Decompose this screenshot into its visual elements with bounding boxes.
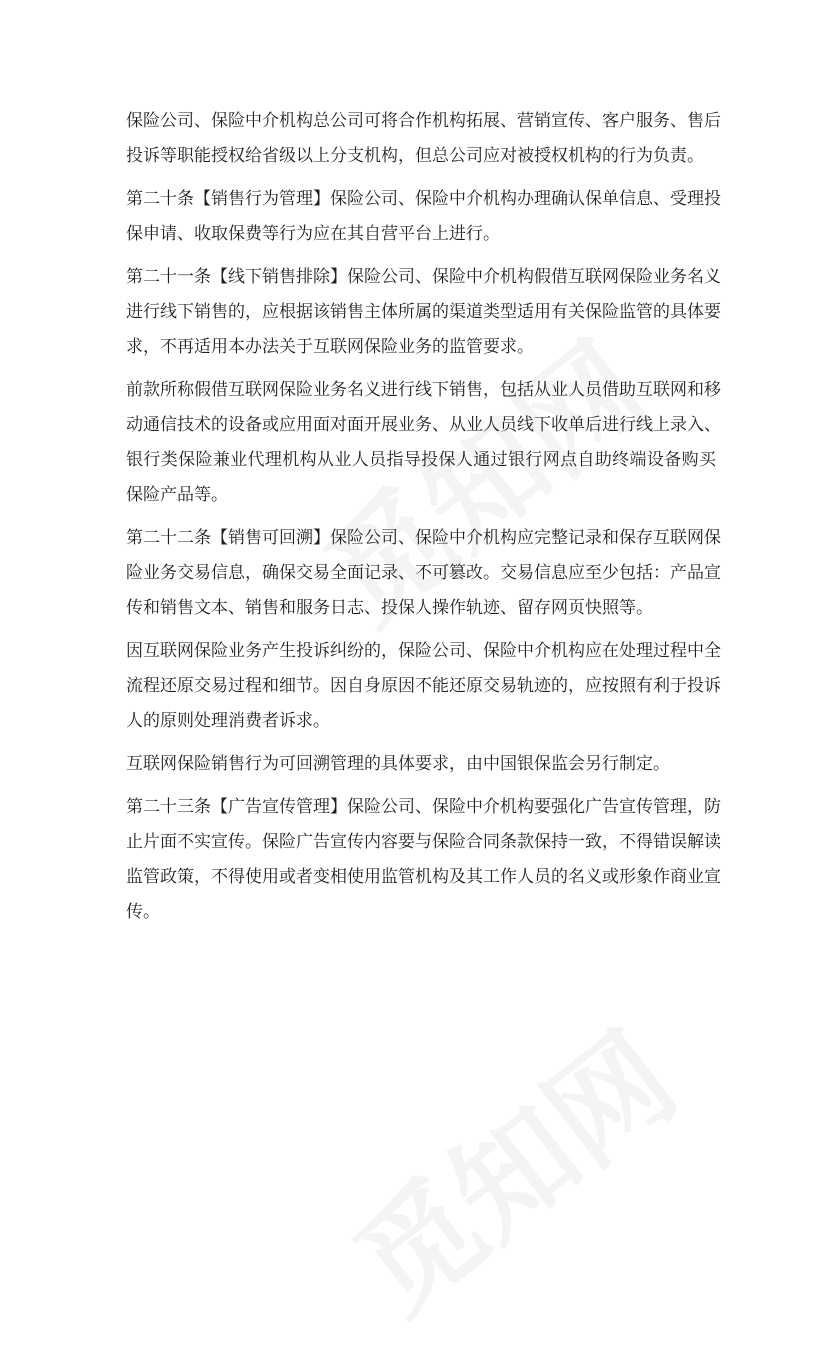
text-line: 求，不再适用本办法关于互联网保险业务的监管要求。 (126, 337, 534, 357)
text-line: 险业务交易信息，确保交易全面记录、不可篡改。交易信息应至少包括：产品宣 (126, 563, 721, 583)
text-line: 传。 (126, 902, 160, 922)
text-line: 第二十二条【销售可回溯】保险公司、保险中介机构应完整记录和保存互联网保 (126, 528, 721, 548)
paragraph (126, 747, 716, 782)
paragraph (126, 521, 721, 626)
paragraph (126, 790, 721, 930)
text-line: 传和销售文本、销售和服务日志、投保人操作轨迹、留存网页快照等。 (126, 598, 653, 618)
text-line: 互联网保险销售行为可回溯管理的具体要求，由中国银保监会另行制定。 (126, 754, 670, 774)
text-line: 进行线下销售的，应根据该销售主体所属的渠道类型适用有关保险监管的具体要 (126, 302, 721, 322)
paragraph (126, 182, 721, 252)
text-line: 第二十三条【广告宣传管理】保险公司、保险中介机构要强化广告宣传管理，防 (126, 797, 721, 817)
paragraph (126, 260, 721, 365)
text-line: 保申请、收取保费等行为应在其自营平台上进行。 (126, 224, 500, 244)
text-line: 前款所称假借互联网保险业务名义进行线下销售，包括从业人员借助互联网和移 (126, 380, 721, 400)
text-line: 第二十条【销售行为管理】保险公司、保险中介机构办理确认保单信息、受理投 (126, 189, 721, 209)
paragraph (126, 634, 721, 739)
text-line: 止片面不实宣传。保险广告宣传内容要与保险合同条款保持一致，不得错误解读 (126, 832, 721, 852)
text-line: 动通信技术的设备或应用面对面开展业务、从业人员线下收单后进行线上录入、 (126, 415, 721, 435)
document-body (126, 104, 721, 938)
text-line: 银行类保险兼业代理机构从业人员指导投保人通过银行网点自助终端设备购买 (126, 450, 716, 470)
text-line: 流程还原交易过程和细节。因自身原因不能还原交易轨迹的，应按照有利于投诉 (126, 676, 721, 696)
paragraph (126, 104, 721, 174)
paragraph (126, 373, 721, 513)
text-line: 监管政策，不得使用或者变相使用监管机构及其工作人员的名义或形象作商业宣 (126, 867, 721, 887)
text-line: 投诉等职能授权给省级以上分支机构，但总公司应对被授权机构的行为负责。 (126, 146, 704, 166)
watermark (315, 987, 705, 1344)
text-line: 人的原则处理消费者诉求。 (126, 711, 330, 731)
text-line: 保险公司、保险中介机构总公司可将合作机构拓展、营销宣传、客户服务、售后 (126, 111, 721, 131)
text-line: 保险产品等。 (126, 485, 228, 505)
text-line: 因互联网保险业务产生投诉纠纷的，保险公司、保险中介机构应在处理过程中全 (126, 641, 721, 661)
text-line: 第二十一条【线下销售排除】保险公司、保险中介机构假借互联网保险业务名义 (126, 267, 721, 287)
